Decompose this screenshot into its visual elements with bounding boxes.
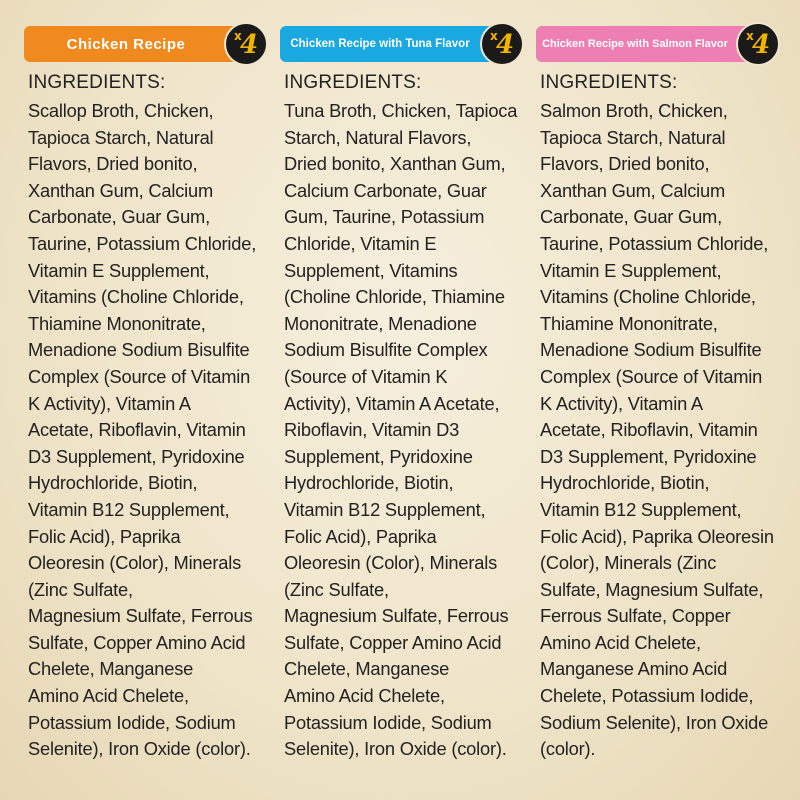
ingredients-text: Tuna Broth, Chicken, Tapioca Starch, Natural Flavors, Dried bonito, Xanthan Gum, Calcium Carbonate, Guar Gum, Taurine, Potassium Chloride, Vitamin E Supplement, Vitamins (Choline Chloride, Thiamine Mononitrate, Menadione Sodium Bisulfite Complex (Source of Vitamin K Activity), Vitamin A Acetate, Riboflavin, Vitamin D3 Supplement, Pyridoxine Hydrochloride, Biotin, Vitamin B12 Supplement, Folic Acid), Paprika Oleoresin (Color), Minerals (Zinc Sulfate, Magnesium Sulfate, Ferrous Sulfate, Copper Amino Acid Chelete, Manganese Amino Acid Chelete, Potassium Iodide, Sodium Selenite), Iron Oxide (color). <box>284 100 518 760</box>
count-badge <box>224 22 268 66</box>
count-badge <box>480 22 524 66</box>
badge-multiplier: x <box>234 29 242 43</box>
ingredients-text: Salmon Broth, Chicken, Tapioca Starch, Natural Flavors, Dried bonito, Xanthan Gum, Calcium Carbonate, Guar Gum, Taurine, Potassium Chloride, Vitamin E Supplement, Vitamins (Choline Chloride, Thiamine Mononitrate, Menadione Sodium Bisulfite Complex (Source of Vitamin K Activity), Vitamin A Acetate, Riboflavin, Vitamin D3 Supplement, Pyridoxine Hydrochloride, Biotin, Vitamin B12 Supplement, Folic Acid), Paprika Oleoresin (Color), Minerals (Zinc Sulfate, Magnesium Sulfate, Ferrous Sulfate, Copper Amino Acid Chelete, Manganese Amino Acid Chelete, Potassium Iodide, Sodium Selenite), Iron Oxide (color). <box>540 100 774 760</box>
column-salmon-recipe <box>536 0 786 800</box>
recipe-banner: Chicken Recipe <box>24 26 246 62</box>
badge-count: 4 <box>495 30 515 60</box>
badge-multiplier: x <box>490 29 498 43</box>
column-chicken-recipe <box>24 0 274 800</box>
recipe-banner: Chicken Recipe with Salmon Flavor <box>536 26 758 62</box>
ingredients-heading: INGREDIENTS: <box>540 72 678 93</box>
ingredients-heading: INGREDIENTS: <box>28 72 166 93</box>
badge-count: 4 <box>239 30 259 60</box>
ingredients-text: Scallop Broth, Chicken, Tapioca Starch, Natural Flavors, Dried bonito, Xanthan Gum, Calcium Carbonate, Guar Gum, Taurine, Potassium Chloride, Vitamin E Supplement, Vitamins (Choline Chloride, Thiamine Mononitrate, Menadione Sodium Bisulfite Complex (Source of Vitamin K Activity), Vitamin A Acetate, Riboflavin, Vitamin D3 Supplement, Pyridoxine Hydrochloride, Biotin, Vitamin B12 Supplement, Folic Acid), Paprika Oleoresin (Color), Minerals (Zinc Sulfate, Magnesium Sulfate, Ferrous Sulfate, Copper Amino Acid Chelete, Manganese Amino Acid Chelete, Potassium Iodide, Sodium Selenite), Iron Oxide (color). <box>28 100 257 760</box>
badge-count: 4 <box>751 30 771 60</box>
count-badge <box>736 22 780 66</box>
badge-multiplier: x <box>746 29 754 43</box>
ingredients-heading: INGREDIENTS: <box>284 72 422 93</box>
column-tuna-recipe <box>280 0 530 800</box>
recipe-banner: Chicken Recipe with Tuna Flavor <box>280 26 502 62</box>
